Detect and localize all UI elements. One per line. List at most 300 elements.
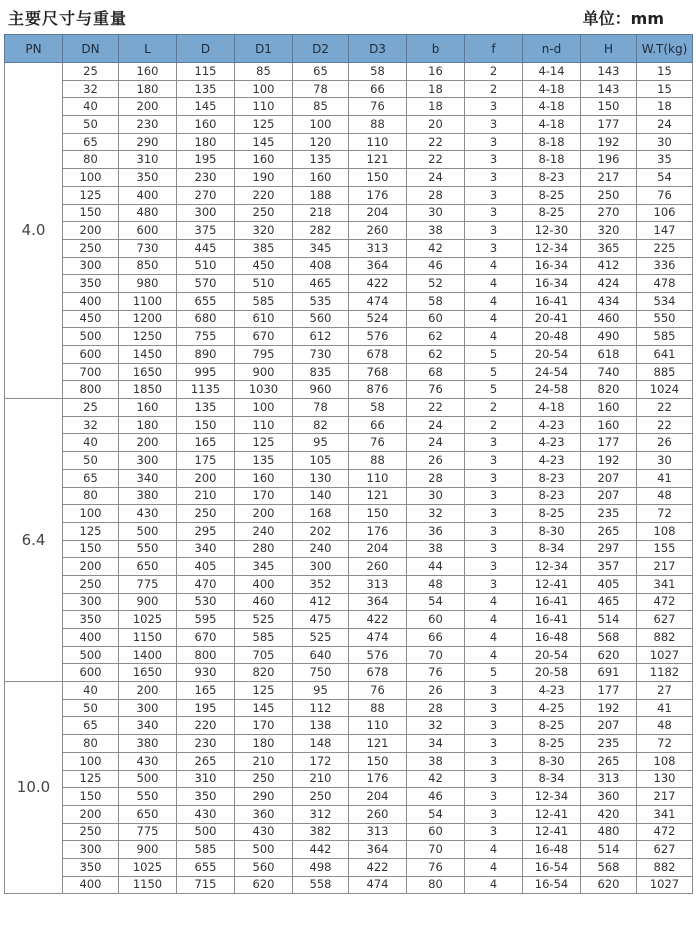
table-cell: 176 (349, 522, 407, 540)
table-cell: 514 (581, 841, 637, 859)
table-cell: 108 (637, 522, 693, 540)
table-cell: 691 (581, 664, 637, 682)
table-cell: 2 (465, 416, 523, 434)
table-cell: 210 (235, 752, 293, 770)
table-cell: 217 (581, 169, 637, 187)
table-cell: 88 (349, 452, 407, 470)
table-cell: 500 (119, 522, 177, 540)
table-cell: 424 (581, 275, 637, 293)
table-cell: 85 (293, 98, 349, 116)
table-row (5, 98, 693, 116)
table-cell: 313 (581, 770, 637, 788)
table-cell: 670 (177, 629, 235, 647)
table-cell: 180 (235, 735, 293, 753)
table-cell: 20-54 (523, 346, 581, 364)
table-cell: 890 (177, 346, 235, 364)
table-cell: 525 (235, 611, 293, 629)
table-cell: 4 (465, 841, 523, 859)
table-cell: 200 (63, 222, 119, 240)
table-cell: 400 (63, 292, 119, 310)
table-cell: 120 (293, 133, 349, 151)
table-cell: 8-23 (523, 169, 581, 187)
table-cell: 135 (235, 452, 293, 470)
table-cell: 500 (63, 328, 119, 346)
table-cell: 12-41 (523, 823, 581, 841)
table-row (5, 522, 693, 540)
table-cell: 32 (63, 416, 119, 434)
table-cell: 66 (407, 629, 465, 647)
table-cell: 900 (235, 363, 293, 381)
table-cell: 207 (581, 717, 637, 735)
table-row (5, 399, 693, 417)
table-cell: 150 (177, 416, 235, 434)
table-cell: 650 (119, 558, 177, 576)
table-cell: 8-25 (523, 735, 581, 753)
table-cell: 204 (349, 204, 407, 222)
table-cell: 678 (349, 664, 407, 682)
table-cell: 618 (581, 346, 637, 364)
table-cell: 1650 (119, 363, 177, 381)
table-cell: 474 (349, 629, 407, 647)
table-cell: 472 (637, 823, 693, 841)
table-cell: 4-18 (523, 116, 581, 134)
table-cell: 885 (637, 363, 693, 381)
table-cell: 350 (177, 788, 235, 806)
table-cell: 3 (465, 522, 523, 540)
table-cell: 24-58 (523, 381, 581, 399)
table-cell: 4 (465, 858, 523, 876)
table-cell: 60 (407, 310, 465, 328)
table-cell: 3 (465, 169, 523, 187)
table-cell: 50 (63, 452, 119, 470)
table-cell: 121 (349, 487, 407, 505)
table-row (5, 752, 693, 770)
table-cell: 16-48 (523, 841, 581, 859)
table-cell: 472 (637, 593, 693, 611)
table-cell: 500 (177, 823, 235, 841)
table-cell: 341 (637, 575, 693, 593)
table-cell: 110 (349, 133, 407, 151)
table-cell: 12-34 (523, 239, 581, 257)
table-cell: 576 (349, 646, 407, 664)
table-cell: 310 (177, 770, 235, 788)
table-cell: 41 (637, 469, 693, 487)
table-cell: 100 (63, 169, 119, 187)
table-cell: 180 (177, 133, 235, 151)
table-row (5, 186, 693, 204)
table-cell: 150 (63, 204, 119, 222)
table-cell: 40 (63, 682, 119, 700)
table-cell: 465 (293, 275, 349, 293)
table-cell: 300 (119, 699, 177, 717)
column-header: D1 (235, 35, 293, 63)
table-cell: 8-18 (523, 151, 581, 169)
table-cell: 76 (637, 186, 693, 204)
table-cell: 900 (119, 841, 177, 859)
table-cell: 480 (119, 204, 177, 222)
table-cell: 218 (293, 204, 349, 222)
table-cell: 150 (581, 98, 637, 116)
table-cell: 820 (581, 381, 637, 399)
table-cell: 180 (119, 80, 177, 98)
table-cell: 550 (637, 310, 693, 328)
table-row (5, 876, 693, 894)
table-cell: 350 (63, 858, 119, 876)
table-cell: 80 (407, 876, 465, 894)
table-row (5, 328, 693, 346)
table-cell: 340 (119, 469, 177, 487)
table-cell: 610 (235, 310, 293, 328)
table-cell: 110 (235, 416, 293, 434)
table-cell: 4 (465, 257, 523, 275)
table-cell: 422 (349, 611, 407, 629)
table-cell: 3 (465, 151, 523, 169)
table-cell: 290 (235, 788, 293, 806)
table-row (5, 469, 693, 487)
table-cell: 62 (407, 346, 465, 364)
table-cell: 478 (637, 275, 693, 293)
table-cell: 560 (235, 858, 293, 876)
table-cell: 1650 (119, 664, 177, 682)
table-cell: 930 (177, 664, 235, 682)
table-row (5, 682, 693, 700)
table-cell: 442 (293, 841, 349, 859)
table-cell: 295 (177, 522, 235, 540)
table-cell: 408 (293, 257, 349, 275)
table-cell: 364 (349, 841, 407, 859)
table-cell: 12-30 (523, 222, 581, 240)
table-cell: 80 (63, 487, 119, 505)
table-cell: 145 (235, 133, 293, 151)
table-cell: 177 (581, 116, 637, 134)
table-cell: 350 (63, 611, 119, 629)
table-cell: 585 (235, 292, 293, 310)
table-cell: 110 (349, 717, 407, 735)
table-cell: 38 (407, 222, 465, 240)
table-cell: 364 (349, 257, 407, 275)
table-cell: 385 (235, 239, 293, 257)
table-cell: 360 (235, 805, 293, 823)
table-cell: 100 (235, 399, 293, 417)
table-cell: 22 (637, 416, 693, 434)
table-cell: 65 (63, 469, 119, 487)
table-cell: 1200 (119, 310, 177, 328)
column-header: L (119, 35, 177, 63)
table-cell: 250 (235, 204, 293, 222)
table-cell: 192 (581, 452, 637, 470)
table-cell: 135 (177, 399, 235, 417)
table-cell: 138 (293, 717, 349, 735)
table-cell: 430 (235, 823, 293, 841)
table-cell: 235 (581, 735, 637, 753)
table-cell: 4-18 (523, 98, 581, 116)
table-cell: 4 (465, 611, 523, 629)
table-cell: 525 (293, 629, 349, 647)
table-cell: 1025 (119, 611, 177, 629)
table-cell: 82 (293, 416, 349, 434)
table-cell: 8-30 (523, 752, 581, 770)
table-cell: 550 (119, 540, 177, 558)
table-cell: 160 (293, 169, 349, 187)
unit-label: 单位：mm (582, 9, 664, 28)
table-row (5, 540, 693, 558)
table-cell: 76 (349, 98, 407, 116)
table-row (5, 788, 693, 806)
table-cell: 202 (293, 522, 349, 540)
table-cell: 3 (465, 133, 523, 151)
table-cell: 100 (63, 505, 119, 523)
table-cell: 341 (637, 805, 693, 823)
table-row (5, 292, 693, 310)
table-cell: 250 (63, 823, 119, 841)
table-cell: 700 (63, 363, 119, 381)
table-cell: 380 (119, 487, 177, 505)
table-cell: 115 (177, 63, 235, 81)
table-cell: 200 (177, 469, 235, 487)
table-cell: 195 (177, 151, 235, 169)
table-cell: 4-23 (523, 416, 581, 434)
table-cell: 627 (637, 611, 693, 629)
table-cell: 160 (235, 151, 293, 169)
column-header: f (465, 35, 523, 63)
table-cell: 165 (177, 682, 235, 700)
table-row (5, 505, 693, 523)
table-cell: 48 (407, 575, 465, 593)
table-cell: 12-41 (523, 575, 581, 593)
table-cell: 250 (63, 575, 119, 593)
table-cell: 1182 (637, 664, 693, 682)
table-cell: 35 (637, 151, 693, 169)
table-row (5, 381, 693, 399)
table-cell: 3 (465, 752, 523, 770)
table-cell: 3 (465, 575, 523, 593)
table-cell: 500 (235, 841, 293, 859)
table-cell: 1135 (177, 381, 235, 399)
table-cell: 4-18 (523, 80, 581, 98)
table-cell: 450 (235, 257, 293, 275)
table-cell: 480 (581, 823, 637, 841)
table-cell: 345 (293, 239, 349, 257)
table-cell: 148 (293, 735, 349, 753)
column-header: W.T(kg) (637, 35, 693, 63)
table-cell: 740 (581, 363, 637, 381)
table-cell: 30 (637, 133, 693, 151)
table-cell: 420 (581, 805, 637, 823)
table-cell: 24-54 (523, 363, 581, 381)
table-cell: 66 (349, 416, 407, 434)
table-cell: 300 (177, 204, 235, 222)
table-cell: 78 (293, 80, 349, 98)
table-cell: 620 (581, 646, 637, 664)
table-cell: 250 (235, 770, 293, 788)
table-cell: 160 (581, 416, 637, 434)
table-cell: 1027 (637, 646, 693, 664)
table-cell: 510 (177, 257, 235, 275)
table-cell: 250 (63, 239, 119, 257)
table-cell: 46 (407, 257, 465, 275)
table-cell: 4 (465, 629, 523, 647)
table-cell: 400 (63, 876, 119, 894)
table-cell: 145 (235, 699, 293, 717)
table-cell: 8-23 (523, 469, 581, 487)
table-cell: 48 (637, 487, 693, 505)
table-cell: 5 (465, 381, 523, 399)
table-row (5, 116, 693, 134)
table-cell: 882 (637, 629, 693, 647)
table-cell: 800 (63, 381, 119, 399)
table-cell: 125 (235, 682, 293, 700)
table-cell: 530 (177, 593, 235, 611)
column-header: PN (5, 35, 63, 63)
table-cell: 430 (119, 752, 177, 770)
table-cell: 960 (293, 381, 349, 399)
table-cell: 172 (293, 752, 349, 770)
table-cell: 54 (407, 593, 465, 611)
table-cell: 1024 (637, 381, 693, 399)
table-cell: 290 (119, 133, 177, 151)
table-cell: 450 (63, 310, 119, 328)
dimensions-table (4, 34, 693, 894)
table-row (5, 593, 693, 611)
table-cell: 8-25 (523, 505, 581, 523)
table-cell: 200 (63, 805, 119, 823)
table-cell: 768 (349, 363, 407, 381)
table-cell: 177 (581, 434, 637, 452)
table-cell: 3 (465, 505, 523, 523)
table-cell: 4 (465, 328, 523, 346)
table-cell: 12-41 (523, 805, 581, 823)
table-row (5, 735, 693, 753)
table-cell: 3 (465, 204, 523, 222)
table-cell: 430 (119, 505, 177, 523)
table-cell: 180 (119, 416, 177, 434)
table-cell: 160 (119, 63, 177, 81)
column-header: D (177, 35, 235, 63)
table-cell: 4-18 (523, 399, 581, 417)
table-cell: 207 (581, 487, 637, 505)
table-cell: 4-25 (523, 699, 581, 717)
table-cell: 24 (637, 116, 693, 134)
table-cell: 350 (119, 169, 177, 187)
table-row (5, 805, 693, 823)
table-cell: 360 (581, 788, 637, 806)
table-cell: 900 (119, 593, 177, 611)
table-cell: 140 (293, 487, 349, 505)
table-cell: 78 (293, 399, 349, 417)
table-cell: 400 (119, 186, 177, 204)
table-cell: 60 (407, 611, 465, 629)
table-cell: 882 (637, 858, 693, 876)
table-row (5, 575, 693, 593)
table-cell: 62 (407, 328, 465, 346)
table-row (5, 363, 693, 381)
table-cell: 150 (63, 788, 119, 806)
table-cell: 375 (177, 222, 235, 240)
table-cell: 58 (349, 399, 407, 417)
table-cell: 196 (581, 151, 637, 169)
table-cell: 312 (293, 805, 349, 823)
table-cell: 85 (235, 63, 293, 81)
table-cell: 72 (637, 735, 693, 753)
table-cell: 52 (407, 275, 465, 293)
table-cell: 3 (465, 98, 523, 116)
column-header: DN (63, 35, 119, 63)
table-row (5, 717, 693, 735)
column-header: b (407, 35, 465, 63)
table-cell: 498 (293, 858, 349, 876)
table-cell: 4 (465, 593, 523, 611)
table-row (5, 275, 693, 293)
table-cell: 800 (177, 646, 235, 664)
table-cell: 95 (293, 682, 349, 700)
table-cell: 8-30 (523, 522, 581, 540)
table-cell: 534 (637, 292, 693, 310)
table-cell: 160 (581, 399, 637, 417)
table-cell: 204 (349, 540, 407, 558)
table-cell: 220 (177, 717, 235, 735)
table-cell: 795 (235, 346, 293, 364)
table-cell: 655 (177, 292, 235, 310)
table-cell: 20-41 (523, 310, 581, 328)
table-cell: 28 (407, 469, 465, 487)
table-cell: 550 (119, 788, 177, 806)
table-cell: 270 (581, 204, 637, 222)
table-cell: 5 (465, 363, 523, 381)
table-cell: 705 (235, 646, 293, 664)
table-cell: 405 (177, 558, 235, 576)
table-cell: 474 (349, 876, 407, 894)
table-cell: 4 (465, 310, 523, 328)
table-cell: 364 (349, 593, 407, 611)
table-row (5, 416, 693, 434)
table-cell: 8-25 (523, 186, 581, 204)
table-cell: 70 (407, 841, 465, 859)
table-cell: 585 (637, 328, 693, 346)
table-cell: 30 (407, 204, 465, 222)
table-cell: 1030 (235, 381, 293, 399)
table-cell: 1025 (119, 858, 177, 876)
table-cell: 20-48 (523, 328, 581, 346)
table-cell: 612 (293, 328, 349, 346)
table-cell: 150 (349, 505, 407, 523)
column-header: D3 (349, 35, 407, 63)
table-cell: 876 (349, 381, 407, 399)
table-cell: 250 (177, 505, 235, 523)
pn-cell: 4.0 (5, 63, 63, 399)
table-cell: 12-34 (523, 558, 581, 576)
table-row (5, 646, 693, 664)
table-cell: 110 (349, 469, 407, 487)
table-cell: 4-23 (523, 682, 581, 700)
table-cell: 4 (465, 646, 523, 664)
table-cell: 177 (581, 682, 637, 700)
page-title: 主要尺寸与重量 (8, 9, 128, 28)
table-cell: 38 (407, 752, 465, 770)
table-cell: 38 (407, 540, 465, 558)
table-cell: 282 (293, 222, 349, 240)
table-cell: 412 (293, 593, 349, 611)
table-cell: 1450 (119, 346, 177, 364)
table-cell: 3 (465, 805, 523, 823)
table-cell: 3 (465, 558, 523, 576)
table-cell: 460 (235, 593, 293, 611)
table-cell: 207 (581, 469, 637, 487)
table-cell: 470 (177, 575, 235, 593)
table-cell: 500 (119, 770, 177, 788)
table-cell: 2 (465, 399, 523, 417)
table-cell: 297 (581, 540, 637, 558)
table-cell: 22 (407, 133, 465, 151)
